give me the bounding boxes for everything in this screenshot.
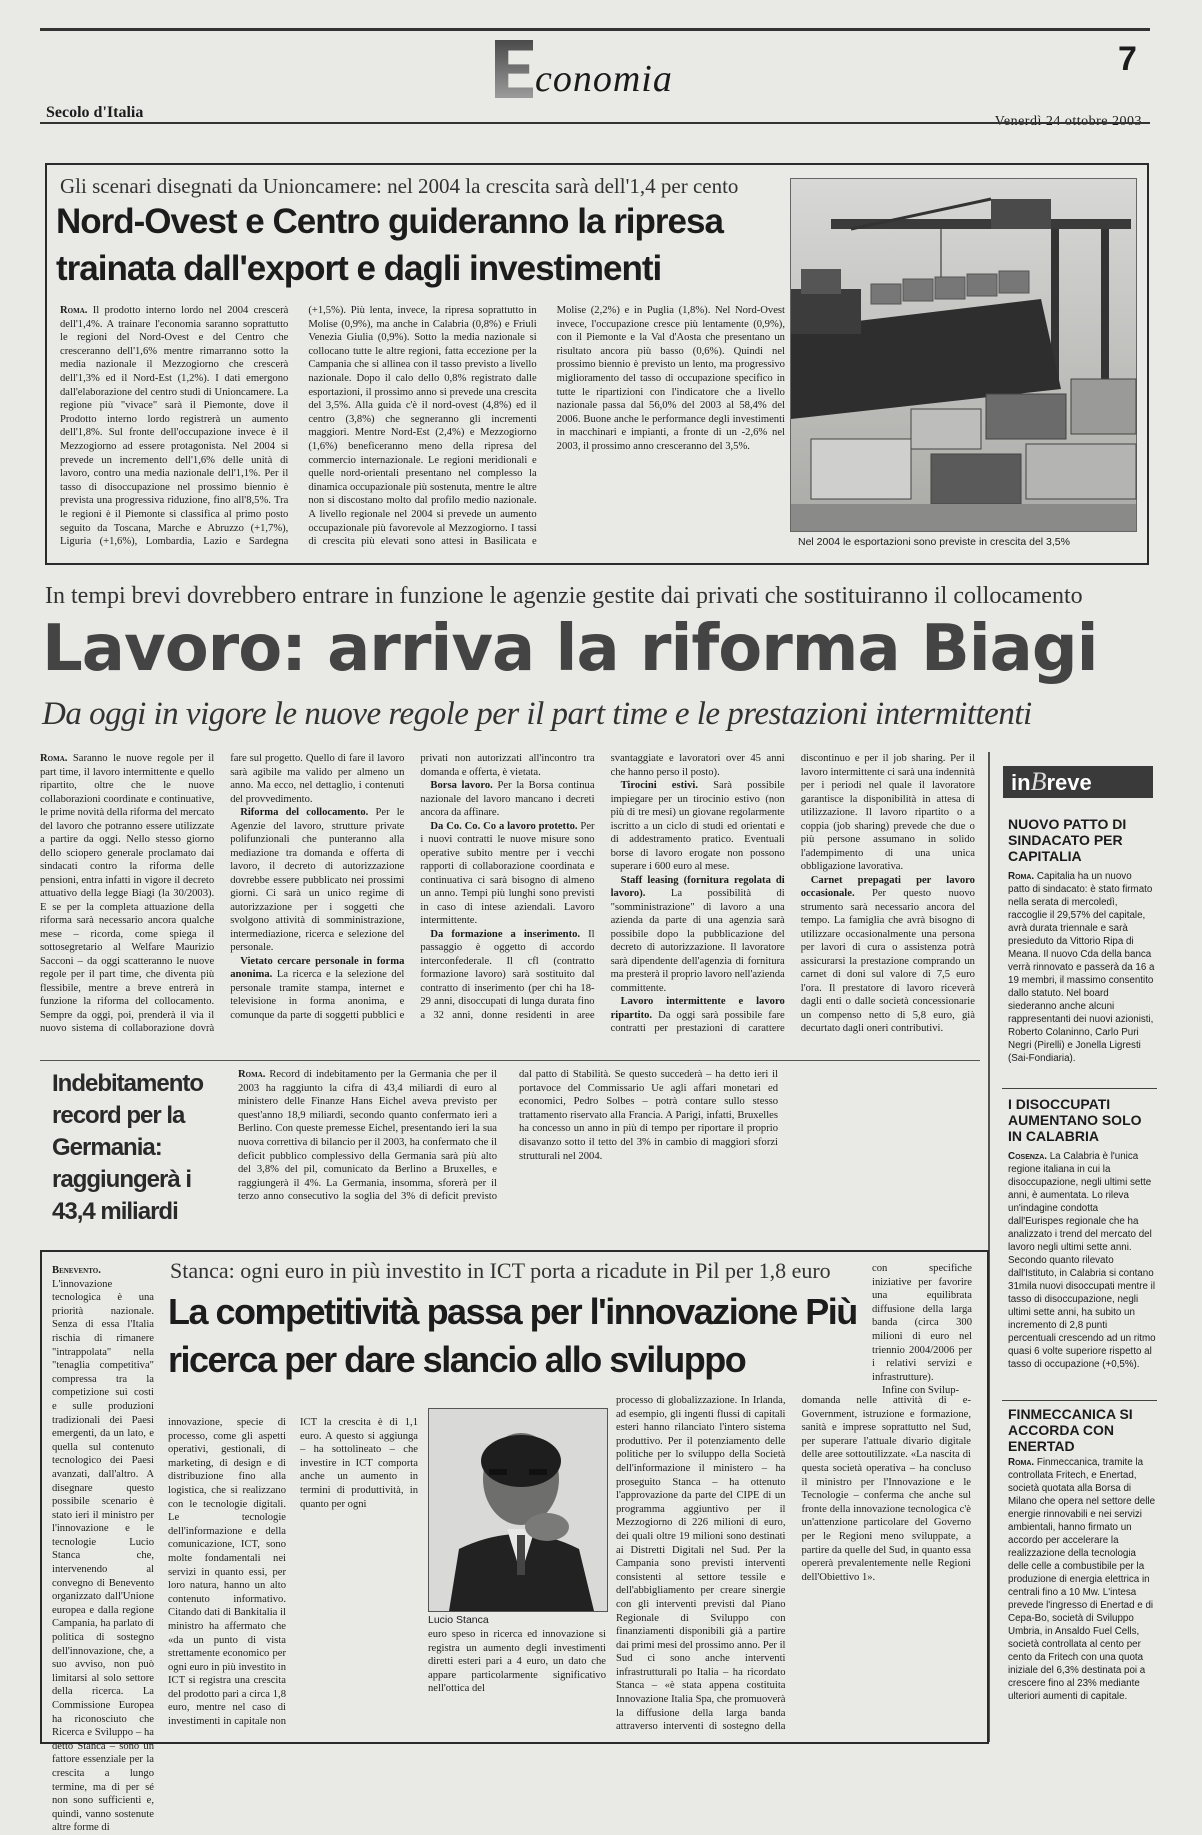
brief-text: Capitalia ha un nuovo patto di sindacato: è stato firmato nella serata di mercoledì, raccoglie il 29,57% del capitale, avrà durata triennale e sarà presieduto da Vittorio Ripa di Meana. Il nuovo Cda della banca verrà rinnovato e passerà da 16 a 19 membri, il massimo consentito dallo statuto. Nel board siederanno anche alcuni rappresentanti dei nuovi azionisti, Roberto Colaninno, Carlo Puri Negri (Pirelli) e Jonella Ligresti (Sai-Fondiaria). [1008, 871, 1155, 1064]
section-logo-e-glyph [495, 40, 533, 98]
in-breve-badge [1003, 766, 1153, 798]
article1-photo-caption: Nel 2004 le esportazioni sono previste in crescita del 3,5% [798, 536, 1070, 548]
main-paragraph: Per le Agenzie del lavoro, strutture private polifunzionali che punteranno alla mediazione tra domanda e offerta di lavoro, il decreto di autorizzazione dovrebbe essere pubblicato nei prossimi giorni. Ci sarà un unico regime di autorizzazione per i soggetti che svolgono attività di somministrazione, intermediazione, ricerca e selezione del personale. [230, 807, 405, 953]
ict-lead-text: L'innovazione tecnologica è una priorità nazionale. Senza di essa l'Italia rischia di rimanere "intrappolata" nella "tenaglia competitiva" compressa tra la competizione sui costi e sulle produzioni tradizionali dei Paesi emergenti, da un lato, e quella sul contenuto tecnologico dei Paesi avanzati, dall'altro. A disegnare questo possibile scenario è stato ieri il ministro per l'innovazione e le tecnologie Lucio Stanca che, intervenendo al convegno di Benevento organizzato dall'Unione europea e dalla regione Campania, ha parlato di politica di sostegno dell'innovazione, che, a suo avviso, non può limitarsi al solo settore della ricerca. La Commissione Europea ha riconosciuto che Ricerca e Sviluppo – ha detto Stanca – sono un fattore essenziale per la crescita a lungo termine, ma di per sé non sono sufficienti e, quindi, vanno sostenute altre forme di [52, 1278, 154, 1834]
port-cargo-illustration [791, 179, 1136, 531]
brief-separator [1002, 1088, 1157, 1089]
ict-body-text-c: processo di globalizzazione. In Irlanda, ad esempio, gli ingenti flussi di capitali esteri hanno rilanciato l'intero sistema produttivo. Per il potenziamento delle politiche per lo sviluppo della Società dell'informazione il ministero – ha proseguito Stanca – ha ottenuto l'approvazione da parte del CIPE di un programma aggiuntivo per il Mezzogiorno di 226 milioni di euro, dei quali oltre 19 milioni sono destinati ai Distretti Digitali nel Sud. Per la Campania sono previsti interventi consistenti al settore tessile e dell'abbigliamento per creare sinergie con gli interventi previsti dal Piano Regionale di Sviluppo con finanziamenti disponibili già a partire dai primi mesi del prossimo anno. Per il Sud ci sono anche interventi infrastrutturali po Italia – ha ricordato Stanca – «è stata appena costituita Innovazione Italia Spa, che promuoverà la diffusione della larga banda attraverso interventi di sostegno della domanda nelle attività di e-Government, istruzione e formazione, sanità e imprese soprattutto nel Sud, per superare l'attuale divario digitale delle aree sottoutilizzate. «La nascita di questa società operativa – ha concluso il ministro per l'Innovazione e le Tecnologie – conferma che anche sul fronte della innovazione tecnologica c'è un'attenzione particolare del Governo per le Regioni meno sviluppate, a partire da quelle del Sud, in quanto essa opererà prevalentemente nelle Regioni dell'Obiettivo 1». [616, 1395, 971, 1733]
page-number: 7 [1118, 40, 1137, 78]
main-body-text: Saranno le nuove regole per il part time, il lavoro intermittente e quello ripartito, oltre che le nuove collaborazioni coordinate e continuative, le prime novità della riforma del mercato del lavoro che potranno essere utilizzate a partire da oggi. Nello stesso giorno dello sciopero generale proclamato dai sindacati contro la riforma delle pensioni, entra infatti in vigore il decreto attuativo della legge Biagi (la 30/2003). E se per la completa attuazione della riforma sarà necessario ancora qualche mese – ricorda, come spiega il sottosegretario al Welfare Maurizio Sacconi – da oggi scatteranno le nuove regole per il part time, che diventa più flessibile, mentre a breve entrerà in funzione la riforma del collocamento. Sempre da oggi, poi, prenderà il via il nuovo sistema di collaborazione dovrà fare sul progetto. Quello di fare il lavoro sarà agibile ma valido per almeno un anno. Ma ecco, nel dettaglio, i contenuti del provvedimento. [40, 753, 405, 1034]
ict-kicker: Stanca: ogni euro in più investito in ICT porta a ricadute in Pil per 1,8 euro [170, 1258, 831, 1283]
ict-right-text: con specifiche iniziative per favorire una equilibrata diffusione della larga banda (circa 300 milioni di euro nel triennio 2004/2006 per i relativi servizi e infrastrutture). [872, 1263, 972, 1383]
ict-dateline: Benevento. [52, 1265, 101, 1276]
main-paragraph: La possibilità di "somministrazione" di lavoro a una azienda da parte di una agenzia sarà possibile dopo la pubblicazione del decreto di autorizzazione. Il lavoratore sarà dipendente dell'agenzia di fornitura ma presterà il proprio lavoro nell'azienda committente. [610, 888, 785, 994]
ict-photo-caption: Lucio Stanca [428, 1614, 489, 1626]
main-subhead: Carnet prepagati per lavoro occasionale. [800, 874, 975, 899]
ict-body-columns-c [616, 1394, 971, 1734]
germany-body [238, 1068, 778, 1214]
lucio-stanca-photo [428, 1408, 608, 1612]
portrait-illustration [429, 1409, 607, 1611]
port-cargo-photo [790, 178, 1137, 532]
article1-kicker: Gli scenari disegnati da Unioncamere: nel 2004 la crescita sarà dell'1,4 per cento [60, 174, 739, 198]
header-top-rule [40, 28, 1150, 31]
brief-dateline: Roma. [1008, 871, 1035, 882]
ict-body-column-b [428, 1628, 606, 1734]
germany-headline: Indebitamento record per la Germania: raggiungerà i 43,4 miliardi [52, 1070, 204, 1225]
article1-headline: Nord-Ovest e Centro guideranno la ripresa trainata dall'export e dagli investimenti [56, 202, 723, 288]
main-subhead: Staff leasing (fornitura regolata di lavoro). [610, 874, 785, 899]
main-subhead: Lavoro intermittente e lavoro ripartito. [610, 996, 785, 1021]
germany-dateline: Roma. [238, 1069, 266, 1080]
main-subhead: Da Co. Co. Co a lavoro protetto. [430, 820, 578, 832]
main-headline: Lavoro: arriva la riforma Biagi [42, 612, 1098, 686]
brief-body [1008, 1150, 1156, 1398]
header-bottom-rule [40, 122, 1150, 124]
ict-headline: La competitività passa per l'innovazione Più ricerca per dare slancio allo sviluppo [168, 1291, 857, 1380]
paper-name: Secolo d'Italia [46, 104, 144, 121]
brief-title: I DISOCCUPATI AUMENTANO SOLO IN CALABRIA [1008, 1096, 1142, 1144]
main-subhead: Tirocini estivi. [620, 780, 698, 791]
main-subhead: Borsa lavoro. [430, 780, 493, 791]
main-subhead: Da formazione a inserimento. [430, 928, 581, 940]
brief-separator [1002, 1400, 1157, 1401]
ict-body-text-a: innovazione, specie di processo, come gli aspetti operativi, gestionali, di marketing, di design e di distribuzione fino alla logistica, che si realizzano con le tecnologie digitali. Le tecnologie dell'informazione e della comunicazione, ICT, sono molte fondamentali nei servizi in quanto essi, per loro natura, hanno un alto contenuto informativo. Citando dati di Bankitalia il ministro ha affermato che «da un punto di vista strettamente economico per ogni euro in più investito in ICT si registra una crescita del prodotto pari a circa 1,8 euro, mentre nel caso di investimenti in capitale non ICT la crescita è di 1,1 euro. A questo si aggiunga – ha sottolineato – che investire in ICT comporta anche un aumento in termini di produttività, in quanto per ogni [168, 1417, 418, 1728]
main-paragraph: Per la Borsa continua nazionale del lavoro mancano i decreti ancora da affinare. [420, 780, 595, 818]
main-paragraph: La ricerca e la selezione del personale tramite stampa, internet e televisione in forma anonima, e comunque da parte di soggetti pubblici e privati non autorizzati all'incontro tra domanda e offerta, è vietata. [230, 753, 595, 1021]
main-paragraph: Sarà possibile impiegare per un tirocinio estivo (non più di tre mesi) un giovane regolarmente iscritto a un ciclo di studi ed orientati e di addestramento pratico. Eventuali borse di lavoro erogate non possono superare i 600 euro al mese. [610, 780, 785, 872]
brief-body [1008, 1456, 1156, 1736]
ict-lead-column [52, 1264, 154, 1834]
brief-title: FINMECCANICA SI ACCORDA CON ENERTAD [1008, 1406, 1133, 1454]
ict-body-columns-a [168, 1416, 418, 1734]
article1-body-text: Il prodotto interno lordo nel 2004 crescerà dell'1,4%. A trainare l'economia saranno soprattutto le regioni del Nord-Ovest e del Centro che cresceranno dell'1,6% mentre rimarranno sotto la media nazionale il Mezzogiorno che crescerà dell'1,3% ed il Nord-Est (1,2%). I dati emergono dall'elaborazione del centro studi di Unioncamere. La regione più "vivace" sarà il Piemonte, dove il Prodotto interno lordo registrerà un aumento dell'1,8%. Sul fronte dell'occupazione invece è il Mezzogiorno ad essere protagonista. Nel 2004 si prevede un incremento dell'1,6% delle unità di lavoro, contro una media nazionale dell'1,1%. Per il tasso di disoccupazione nel prossimo biennio è prevista una progressiva riduzione, fino all'8,5%. Tra le regioni è il Piemonte si classifica al primo posto seguito da Toscana, Marche e Abruzzo (+1,7%), Liguria (+1,6%), Lombardia, Lazio e Sardegna (+1,5%). Più lenta, invece, la ripresa soprattutto in Molise (0,9%), ma anche in Calabria (0,8%) e Friuli Venezia Giulia (0,9%). Sotto la media nazionale si collocano tutte le altre regioni, fatta eccezione per la Campania che si allinea con il tasso previsto a livello nazionale. Dopo il calo dello 0,8% registrato dalle esportazioni, il prossimo anno si prevede una crescita del 3,5%. Alla guida c'è il nord-ovest (4,8%) ed il centro (3,8%) che segneranno gli incrementi maggiori. Mentre Nord-Est (2,4%) e Mezzogiorno (1,6%) beneficeranno meno della ripresa del commercio internazionale. Le regioni meridionali e quelle nord-orientali presentano nel complesso la dinamica occupazionale più sostenuta, mentre le altre non si discostano molto dal profilo medio nazionale. A livello regionale nel 2004 si prevede un aumento occupazionale più favorevole al Mezzogiorno. I tassi di crescita più elevati sono attesi in Basilicata e Molise (2,2%) e in Puglia (1,8%). Nel Nord-Ovest invece, l'occupazione cresce più lentamente (0,9%), con il Piemonte e la Val d'Aosta che presentano un risultato ancora più basso (0,6%). Quindi nel prossimo biennio è previsto un lento, ma progressivo miglioramento del tasso di occupazione specifico in tutte le ripartizioni con l'indicatore che a livello nazionale passa dal 56,0% del 2003 al 58,4% del 2006. Buone anche le performance degli investimenti in macchinari e impianti, a fronte di un -2,6% nel 2003, il prossimo anno cresceranno del 3,5%. [60, 305, 785, 548]
germany-body-text: Record di indebitamento per la Germania che per il 2003 ha raggiunto la cifra di 43,4 miliardi di euro al ministero delle Finanze Hans Eichel aveva previsto per quest'anno 18,9 miliardi, secondo quanto confermato ieri a Berlino. Con queste premesse Eichel, presentando ieri la sua nuova correttiva di bilancio per il 2003, ha confermato che il deficit pubblico complessivo della Germania sarà più alto del 3,8% del pil, comunicato da Berlino a Bruxelles, e raggiungerà il 4%. La Germania, insomma, sforerà per il terzo anno consecutivo la soglia del 3% di deficit previsto dal patto di Stabilità. Se questo succederà – ha detto ieri il portavoce del Commissario Ue agli affari monetari ed economici, Pedro Solbes – potrà contare sullo stesso trattamento riservato alla Francia. A Parigi, infatti, Bruxelles ha concesso un anno in più di tempo per riportare il proprio disavanzo sotto il tetto del 3% in cambio di maggiori sforzi strutturali nel 2004. [238, 1069, 778, 1203]
main-article-body [40, 752, 975, 1042]
main-deck: Da oggi in vigore le nuove regole per il part time e le prestazioni intermittenti [42, 696, 1032, 732]
main-subhead: Riforma del collocamento. [240, 807, 369, 818]
main-paragraph: Il passaggio è oggetto di accordo interconfederale. Il cfl (contratto formazione lavoro) sarà sostituito dal contratto di inserimento (per chi ha 18-29 anni, disoccupati di lunga durata fino a 32 anni, donne residenti in aree svantaggiate e lavoratori over 45 anni che hanno perso il posto). [420, 753, 785, 1021]
main-dateline: Roma. [40, 753, 68, 764]
brief-body [1008, 870, 1156, 1080]
ict-infine-text: Infine con Svilup- [882, 1385, 960, 1397]
ict-body-text-b: euro speso in ricerca ed innovazione si registra un aumento degli investimenti diretti esteri pari a 4 euro, un dato che appare particolarmente significativo nell'ottica del [428, 1629, 606, 1695]
main-paragraph: Da oggi sarà possibile fare contratti per prestazioni di carattere discontinuo e per il job sharing. Per il lavoro intermittente ci sarà una indennità per i periodi nel quale il lavoratore garantisce la disponibilità in attesa di utilizzazione. Il lavoro ripartito o a coppia (job sharing) prevede che due o più persone assumano in solido l'adempimento di una unica obbligazione lavorativa. [610, 753, 975, 1034]
germany-top-rule [40, 1060, 980, 1061]
article1-body [60, 304, 785, 550]
brief-title: NUOVO PATTO DI SINDACATO PER CAPITALIA [1008, 816, 1127, 864]
brief-dateline: Roma. [1008, 1457, 1035, 1468]
main-subhead: Vietato cercare personale in forma anonima. [230, 955, 405, 980]
badge-suffix: reve [1046, 770, 1092, 795]
brief-dateline: Cosenza. [1008, 1151, 1047, 1162]
main-paragraph: Per questo nuovo strumento sarà necessario ancora del tempo. La famiglia che avrà bisogno di utilizzare occasionalmente una persona per lavori di cura o assistenza potrà assicurarsi la prestazione comprando un carnet di doni sul valore di 7,5 euro l'ora. Il prestatore di lavoro riceverà dagli enti o dalle società concessionarie un compenso netto di 5,8 euro, già decurtato dagli oneri contributivi. [800, 888, 975, 1034]
main-paragraph: Per i nuovi contratti le nuove misure sono operative subito mentre per i vecchi rapporti di collaborazione coordinata e continuativa ci sarà bisogno di almeno un anno. Tempi più lunghi sono previsti in caso di intese aziendali. Lavoro intermittente. [420, 820, 595, 926]
badge-mid: B [1030, 767, 1047, 796]
badge-prefix: in [1011, 770, 1031, 795]
ict-right-column [872, 1262, 972, 1412]
brief-text: La Calabria è l'unica regione italiana in cui la disoccupazione, negli ultimi sette anni, è aumentata. Lo rileva un'indagine condotta dall'Eurispes regionale che ha analizzato i trend del mercato del lavoro negli ultimi sette anni. Secondo quanto rilevato dall'Istituto, in Calabria si contano 31mila nuovi disoccupati mentre il tasso di disoccupazione, negli ultimi sette anni, ha subito un incremento di 2,8 punti percentuali crescendo ad un ritmo quasi 6 volte superiore rispetto al tasso di occupazione (+0,5%). [1008, 1151, 1156, 1370]
article1-dateline: Roma. [60, 305, 88, 316]
section-title: conomia [535, 58, 673, 100]
main-kicker: In tempi brevi dovrebbero entrare in funzione le agenzie gestite dai privati che sostituiranno il collocamento [45, 583, 1083, 609]
brief-text: Finmeccanica, tramite la controllata Fritech, e Enertad, società quotata alla Borsa di Milano che opera nel settore delle energie rinnovabili e nei servizi ambientali, hanno firmato un accordo per accelerare la realizzazione della tecnologia delle celle a combustibile per la produzione di energia elettrica in centrali fino a 10 Mw. L'intesa prevede l'ingresso di Enertad e di Cepa-Bo, società di Sviluppo Umbria, in Ansaldo Fuel Cells, società controllata al cento per cento da Fritech con una quota iniziale del 6,3% destinata poi a crescere fino al 23% mediante ulteriori aumenti di capitale. [1008, 1457, 1156, 1702]
section-logo [495, 40, 673, 98]
